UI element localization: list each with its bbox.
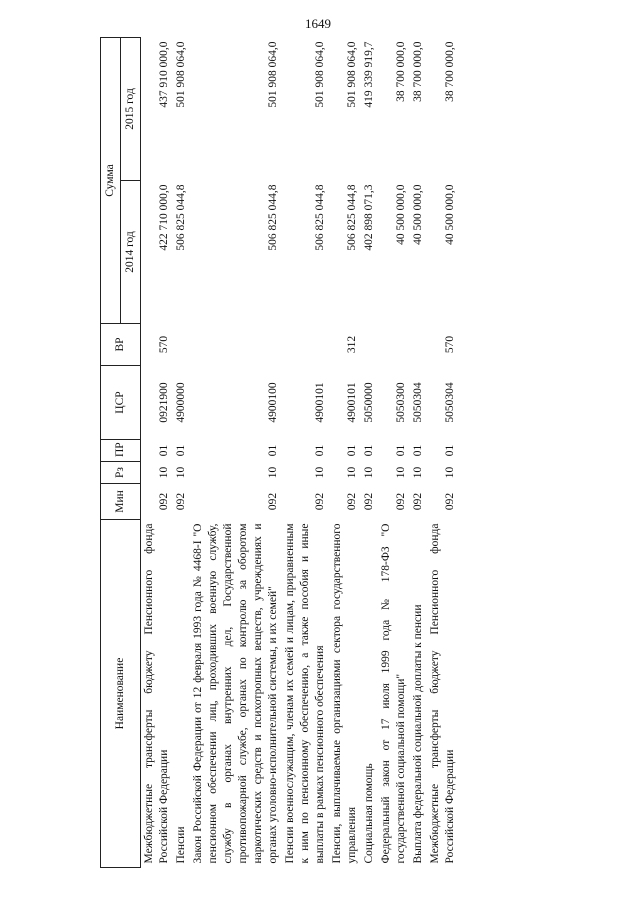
- table-row: [282, 37, 329, 867]
- row-rz: 10: [267, 466, 279, 479]
- row-min: 092: [267, 492, 279, 511]
- row-sum-2015: 38 700 000,0: [412, 41, 424, 102]
- header-year-2015: 2015 год: [121, 37, 141, 180]
- row-csr: 0921900: [158, 382, 170, 423]
- row-csr: 4900101: [346, 382, 358, 423]
- row-csr: 5050000: [363, 382, 375, 423]
- row-sum-2014: 40 500 000,0: [444, 184, 456, 245]
- table-row: [329, 37, 361, 867]
- row-rz: 10: [444, 466, 456, 479]
- row-pr: 01: [412, 444, 424, 457]
- row-rz: 10: [158, 466, 170, 479]
- row-vr: [361, 324, 378, 366]
- table-row: [378, 37, 410, 867]
- row-sum-2014: 506 825 044,8: [175, 184, 187, 251]
- row-sum-2014: 422 710 000,0: [158, 184, 170, 251]
- header-min: Мин: [101, 484, 141, 520]
- budget-table: [100, 37, 459, 868]
- row-rz: 10: [175, 466, 187, 479]
- row-min: 092: [444, 492, 456, 511]
- row-name: Межбюджетные трансферты бюджету Пенсионного фонда Российской Федерации: [143, 523, 170, 864]
- row-csr: 4900100: [267, 382, 279, 423]
- row-sum-2014: 506 825 044,8: [314, 184, 326, 251]
- row-name: Социальная помощь: [363, 763, 375, 864]
- page-number: 1649: [305, 16, 331, 31]
- row-name: Пенсии, выплачиваемые организациями сектора государственного управления: [331, 523, 358, 864]
- header-sum: Сумма: [101, 37, 121, 323]
- header-csr: ЦСР: [101, 366, 141, 440]
- row-pr: 01: [363, 444, 375, 457]
- table-row: [410, 37, 427, 867]
- row-name: Выплата федеральной социальной доплаты к пенсии: [412, 604, 424, 864]
- row-sum-2015: 38 700 000,0: [395, 41, 407, 102]
- header-rz: Рз: [101, 462, 141, 484]
- row-vr: 570: [158, 335, 170, 354]
- table-row: [427, 37, 459, 867]
- row-min: 092: [314, 492, 326, 511]
- row-pr: 01: [267, 444, 279, 457]
- row-min: 092: [346, 492, 358, 511]
- row-name: Межбюджетные трансферты бюджету Пенсионного фонда Российской Федерации: [429, 523, 456, 864]
- table-row: [361, 37, 378, 867]
- table-header: [101, 37, 141, 867]
- row-name: Пенсии военнослужащим, членам их семей и лицам, приравненным к ним по пенсионному обеспечению, а также пособия и иные выплаты в рамках пенсионного обеспечения: [284, 523, 326, 864]
- row-sum-2015: 38 700 000,0: [444, 41, 456, 102]
- row-pr: 01: [175, 444, 187, 457]
- row-name: Закон Российской Федерации от 12 февраля 1993 года № 4468-I "О пенсионном обеспечении лиц, проходивших военную службу, службу в органах внутренних дел, Государственной противопожарной службе, органах по контролю за оборотом наркотических средств и психотропных веществ, учреждениях и органах уголовно-исполнительной системы, и их семей": [192, 523, 279, 864]
- row-name: Федеральный закон от 17 июля 1999 года № 178-ФЗ "О государственной социальной помощи": [380, 523, 407, 864]
- row-vr: [282, 324, 329, 366]
- row-min: 092: [395, 492, 407, 511]
- row-rz: 10: [412, 466, 424, 479]
- table-row: [141, 37, 174, 867]
- row-min: 092: [412, 492, 424, 511]
- row-vr: [410, 324, 427, 366]
- row-min: 092: [158, 492, 170, 511]
- table-row: [190, 37, 282, 867]
- header-pr: ПР: [101, 440, 141, 462]
- row-sum-2015: 501 908 064,0: [346, 41, 358, 108]
- header-year-2014: 2014 год: [121, 181, 141, 324]
- row-pr: 01: [346, 444, 358, 457]
- row-vr: [173, 324, 190, 366]
- row-sum-2015: 419 339 919,7: [363, 41, 375, 108]
- row-vr: 312: [346, 335, 358, 354]
- row-sum-2014: 40 500 000,0: [395, 184, 407, 245]
- rotated-page-content: [100, 38, 570, 868]
- row-vr: [190, 324, 282, 366]
- header-name: Наименование: [101, 520, 141, 868]
- row-csr: 5050304: [444, 382, 456, 423]
- row-rz: 10: [395, 466, 407, 479]
- row-pr: 01: [444, 444, 456, 457]
- row-csr: 4900101: [314, 382, 326, 423]
- row-sum-2014: 40 500 000,0: [412, 184, 424, 245]
- row-pr: 01: [158, 444, 170, 457]
- row-csr: 5050304: [412, 382, 424, 423]
- table-row: [173, 37, 190, 867]
- row-vr: [378, 324, 410, 366]
- header-vr: ВР: [101, 324, 141, 366]
- row-min: 092: [363, 492, 375, 511]
- row-pr: 01: [395, 444, 407, 457]
- row-sum-2015: 437 910 000,0: [158, 41, 170, 108]
- row-min: 092: [175, 492, 187, 511]
- row-rz: 10: [314, 466, 326, 479]
- row-name: Пенсии: [175, 826, 187, 864]
- row-pr: 01: [314, 444, 326, 457]
- row-sum-2015: 501 908 064,0: [267, 41, 279, 108]
- row-vr: 570: [444, 335, 456, 354]
- row-sum-2014: 506 825 044,8: [346, 184, 358, 251]
- row-sum-2014: 506 825 044,8: [267, 184, 279, 251]
- row-rz: 10: [346, 466, 358, 479]
- row-sum-2015: 501 908 064,0: [175, 41, 187, 108]
- row-csr: 4900000: [175, 382, 187, 423]
- row-sum-2014: 402 898 071,3: [363, 184, 375, 251]
- table-body: [141, 37, 460, 867]
- row-rz: 10: [363, 466, 375, 479]
- row-csr: 5050300: [395, 382, 407, 423]
- row-sum-2015: 501 908 064,0: [314, 41, 326, 108]
